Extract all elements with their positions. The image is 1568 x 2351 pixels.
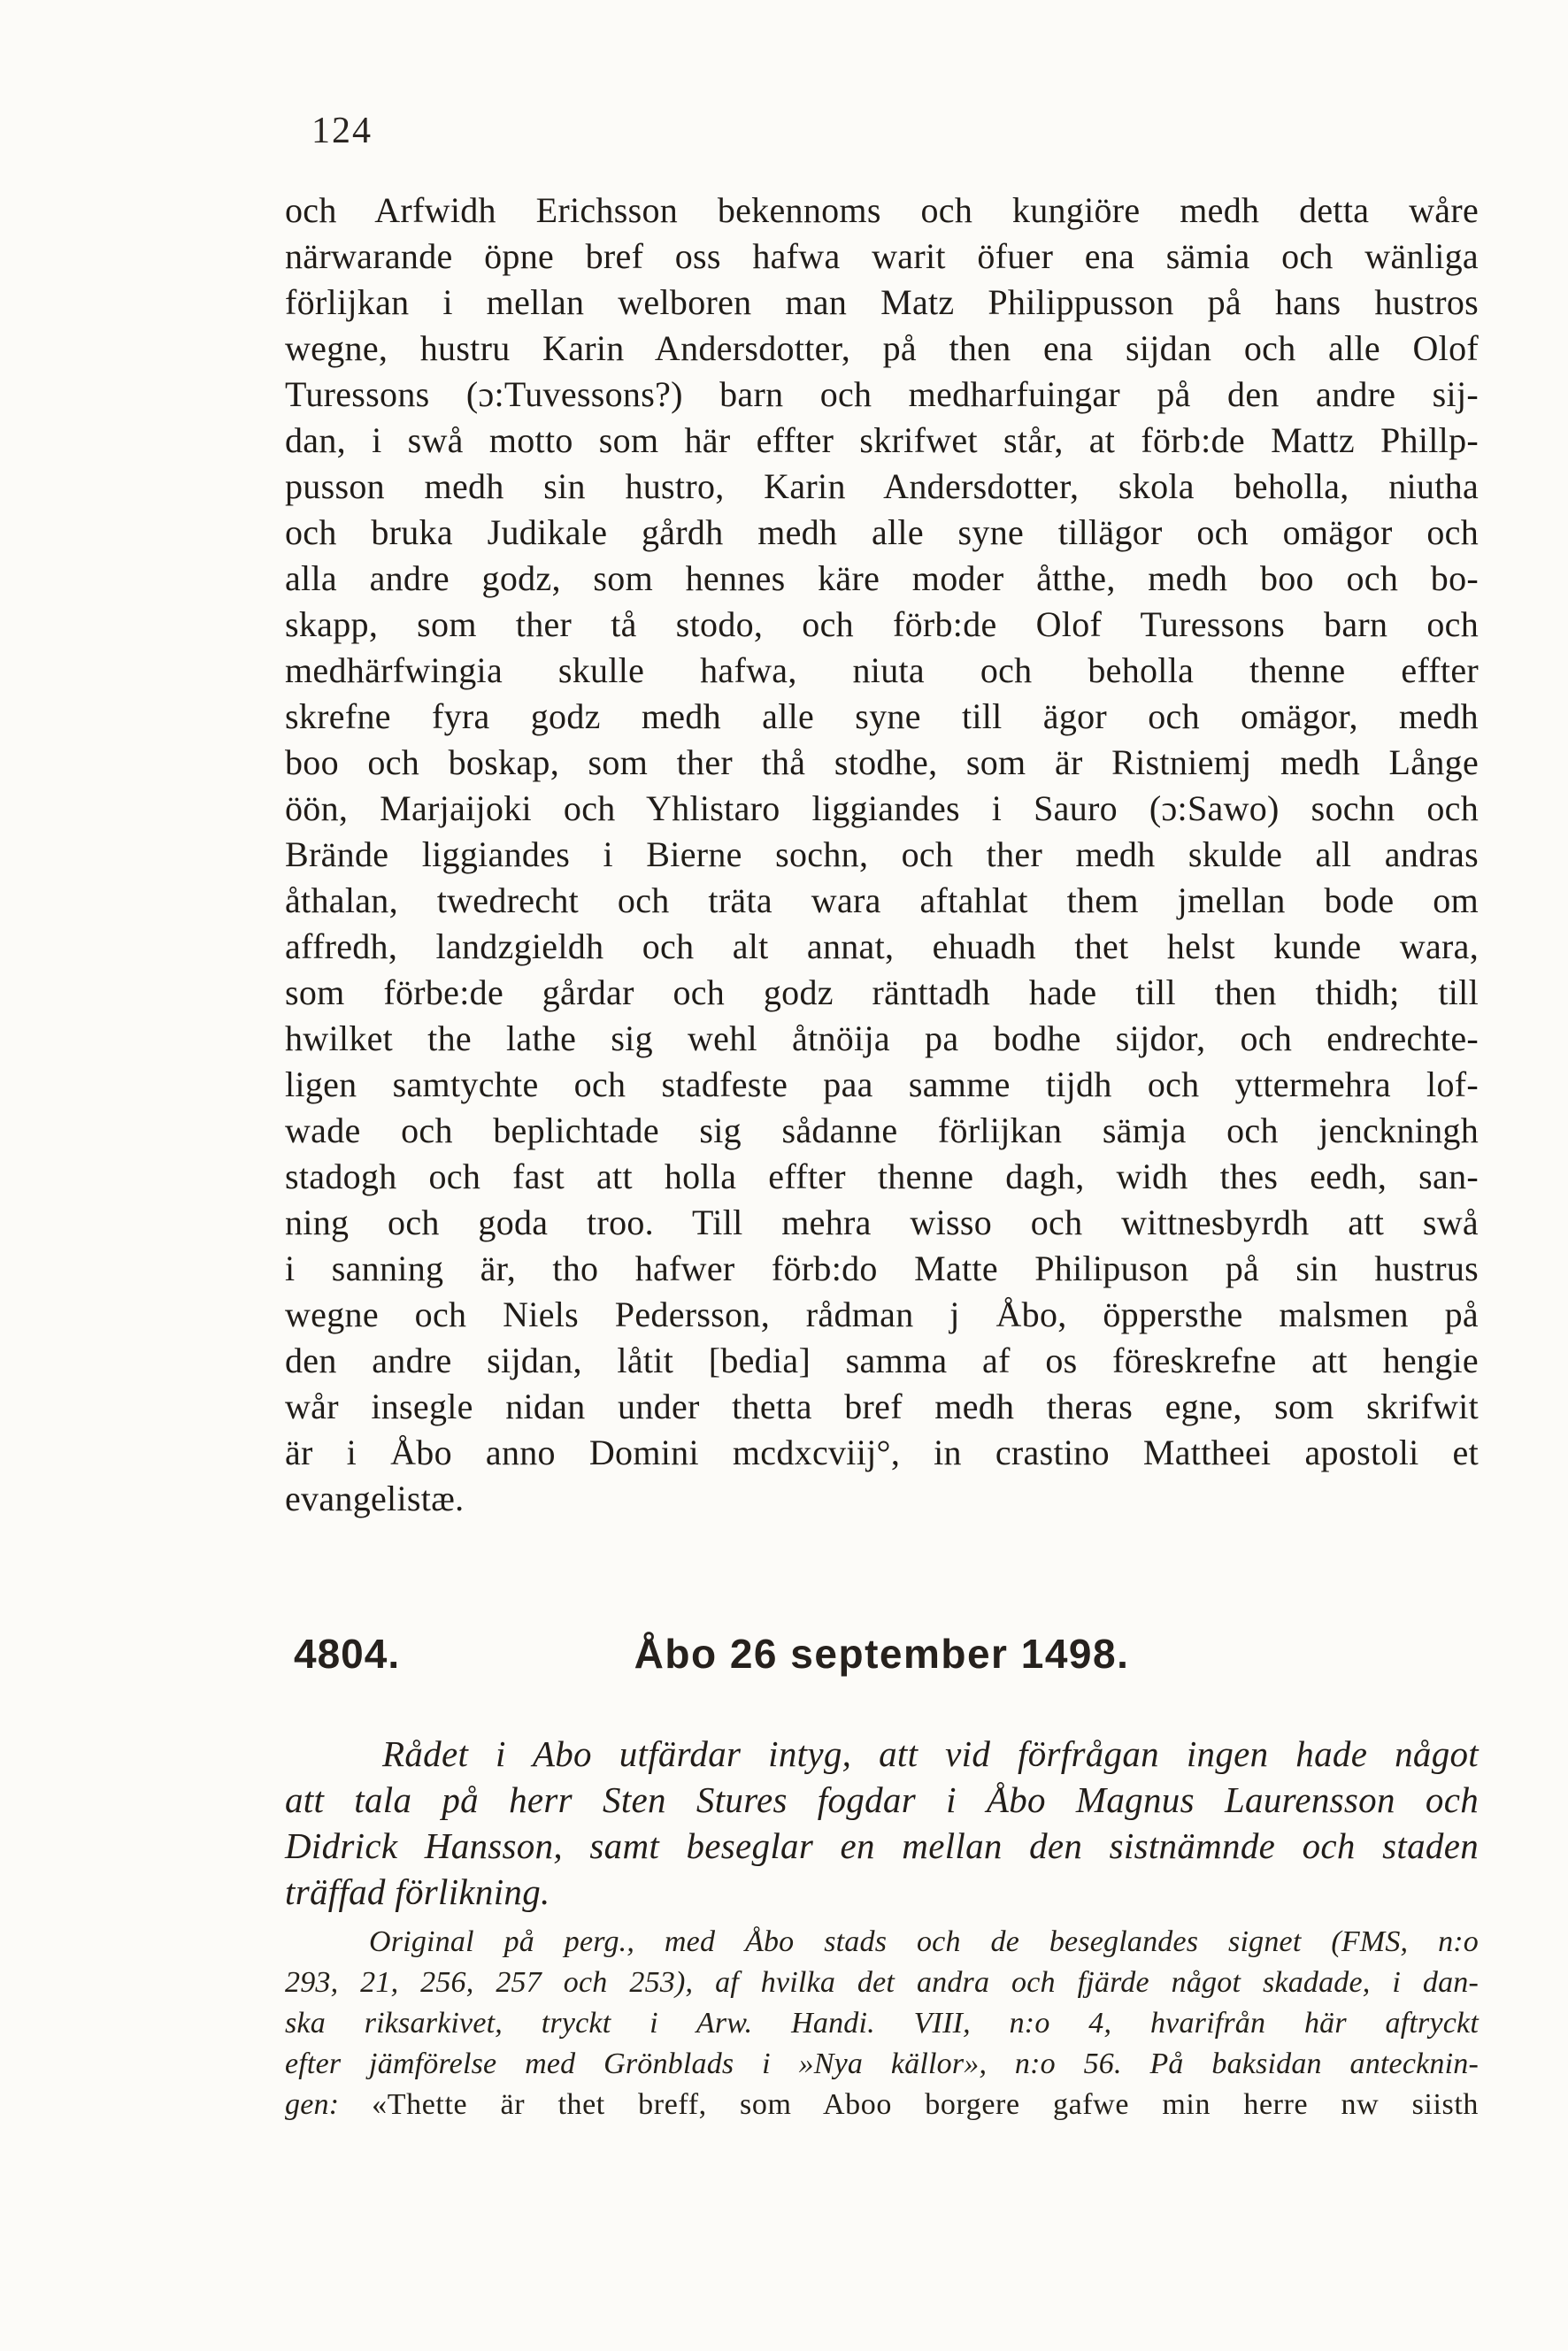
text-line: ning och goda troo. Till mehra wisso och wittnesbyrdh att swå [285, 1202, 1479, 1242]
note-tail-quote: «Thette är thet breff, som Aboo borgere gafwe min herre nw siisth [372, 2088, 1480, 2121]
note-tail-italic: gen: [285, 2088, 340, 2121]
text-line: Turessons (ɔ:Tuvessons?) barn och medharfuingar på den andre sij- [285, 374, 1479, 414]
text-line: är i Åbo anno Domini mcdxcviij°, in crastino Mattheei apostoli et [285, 1433, 1479, 1472]
text-line: ska riksarkivet, tryckt i Arw. Handi. VIII, n:o 4, hvarifrån här aftryckt [285, 2007, 1479, 2040]
text-line: stadogh och fast att holla effter thenne dagh, widh thes eedh, san- [285, 1156, 1479, 1196]
text-line: hwilket the lathe sig wehl åtnöija pa bodhe sijdor, och endrechte- [285, 1018, 1479, 1058]
text-line: närwarande öpne bref oss hafwa warit öfuer ena sämia och wänliga [285, 236, 1479, 276]
source-note-lines [285, 1922, 1479, 2085]
text-line: medhärfwingia skulle hafwa, niuta och beholla thenne effter [285, 650, 1479, 690]
text-line: affredh, landzgieldh och alt annat, ehuadh thet helst kunde wara, [285, 926, 1479, 966]
text-line: wår insegle nidan under thetta bref medh theras egne, som skrifwit [285, 1387, 1479, 1426]
text-line: Rådet i Abo utfärdar intyg, att vid förfrågan ingen hade något [382, 1733, 1479, 1774]
text-line: ligen samtychte och stadfeste paa samme tijdh och yttermehra lof- [285, 1064, 1479, 1104]
page-number: 124 [311, 111, 373, 151]
text-line: den andre sijdan, låtit [bedia] samma af os föreskrefne att hengie [285, 1341, 1479, 1380]
text-line: och bruka Judikale gårdh medh alle syne tillägor och omägor och [285, 512, 1479, 552]
letter-text-paragraph [285, 188, 1479, 1522]
text-line: åthalan, twedrecht och träta wara aftahlat them jmellan bode om [285, 880, 1479, 920]
note-tail-line [285, 2085, 1479, 2125]
text-line: boo och boskap, som ther thå stodhe, som är Ristniemj medh Långe [285, 742, 1479, 782]
text-line: efter jämförelse med Grönblads i »Nya källor», n:o 56. På baksidan antecknin- [285, 2048, 1479, 2080]
text-line: i sanning är, tho hafwer förb:do Matte Philipuson på sin hustrus [285, 1248, 1479, 1288]
text-line: alla andre godz, som hennes käre moder åtthe, medh boo och bo- [285, 558, 1479, 598]
text-line: och Arfwidh Erichsson bekennoms och kungiöre medh detta wåre [285, 190, 1479, 230]
text-line: wegne, hustru Karin Andersdotter, på then ena sijdan och alle Olof [285, 328, 1479, 368]
source-note [285, 1922, 1479, 2125]
text-line: som förbe:de gårdar och godz ränttadh hade till then thidh; till [285, 972, 1479, 1012]
text-line: Brände liggiandes i Bierne sochn, och ther medh skulde all andras [285, 834, 1479, 874]
summary-paragraph [285, 1731, 1479, 1915]
text-line: wegne och Niels Pedersson, rådman j Åbo, öppersthe malsmen på [285, 1295, 1479, 1334]
text-line: träffad förlikning. [285, 1871, 550, 1912]
record-place-date: Åbo 26 september 1498. [634, 1631, 1130, 1677]
text-line: wade och beplichtade sig sådanne förlijkan sämja och jenckningh [285, 1110, 1479, 1150]
text-line: Didrick Hansson, samt beseglar en mellan den sistnämnde och staden [285, 1825, 1479, 1866]
record-heading [285, 1630, 1479, 1683]
record-number: 4804. [294, 1631, 401, 1677]
text-line: dan, i swå motto som här effter skrifwet står, at förb:de Mattz Phillp- [285, 420, 1479, 460]
text-line: skrefne fyra godz medh alle syne till ägor och omägor, medh [285, 696, 1479, 736]
text-line: evangelistæ. [285, 1479, 465, 1518]
text-line: öön, Marjaijoki och Yhlistaro liggiandes i Sauro (ɔ:Sawo) sochn och [285, 788, 1479, 828]
text-line: pusson medh sin hustro, Karin Andersdotter, skola beholla, niutha [285, 466, 1479, 506]
text-line: 293, 21, 256, 257 och 253), af hvilka det andra och fjärde något skadade, i dan- [285, 1966, 1479, 1999]
text-line: skapp, som ther tå stodo, och förb:de Olof Turessons barn och [285, 604, 1479, 644]
text-line: att tala på herr Sten Stures fogdar i Åbo Magnus Laurensson och [285, 1779, 1479, 1820]
text-line: Original på perg., med Åbo stads och de beseglandes signet (FMS, n:o [369, 1925, 1479, 1958]
text-line: förlijkan i mellan welboren man Matz Philippusson på hans hustros [285, 282, 1479, 322]
